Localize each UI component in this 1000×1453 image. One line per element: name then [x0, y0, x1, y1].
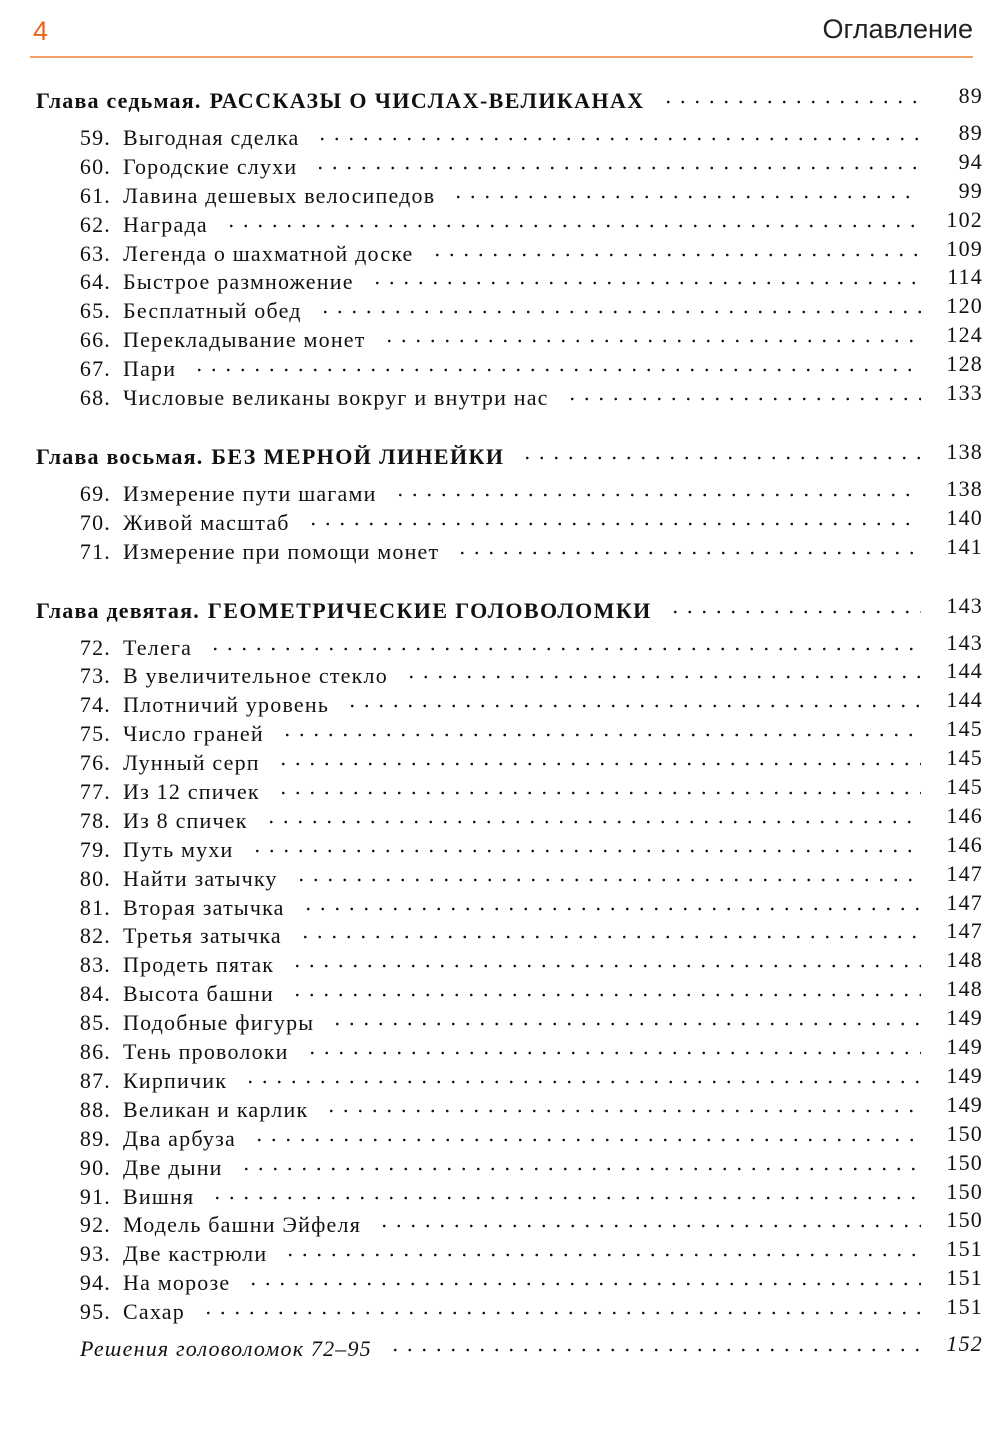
dot-leader	[210, 1196, 921, 1200]
entry-page-number: 147	[946, 860, 983, 886]
toc-entry[interactable]	[36, 120, 983, 153]
dot-leader	[306, 522, 921, 526]
dot-leader	[305, 1051, 921, 1055]
entry-number: 59.	[79, 125, 111, 150]
entry-page-number: 149	[946, 1034, 983, 1060]
dot-leader	[661, 100, 921, 104]
page-number: 4	[33, 16, 49, 46]
dot-leader	[388, 1348, 921, 1352]
toc-entry[interactable]	[36, 293, 983, 326]
table-of-contents	[36, 84, 983, 1364]
entry-number: 70.	[79, 509, 111, 535]
entry-title: Две кастрюли	[123, 1241, 268, 1267]
chapter-label: Глава восьмая.	[36, 443, 204, 469]
entry-title: Сахар	[123, 1299, 185, 1325]
toc-entry[interactable]	[36, 206, 983, 240]
solutions-title: Решения головоломок 72–95	[80, 1335, 372, 1361]
toc-entry[interactable]	[36, 264, 983, 297]
toc-entry[interactable]	[36, 1207, 983, 1240]
toc-entry[interactable]	[36, 687, 983, 720]
entry-number: 80.	[79, 865, 111, 891]
dot-leader	[298, 935, 921, 939]
entry-page-number: 133	[946, 380, 983, 406]
entry-number: 92.	[79, 1212, 111, 1238]
dot-leader	[280, 733, 921, 737]
entry-number: 60.	[79, 153, 111, 179]
dot-leader	[455, 551, 921, 555]
entry-title: Из 12 спичек	[123, 779, 260, 805]
entry-page-number: 141	[946, 533, 983, 559]
dot-leader	[345, 704, 921, 708]
entry-number: 87.	[79, 1067, 111, 1093]
entry-title: Третья затычка	[123, 923, 282, 949]
entry-number: 82.	[79, 923, 111, 949]
entry-number: 64.	[79, 269, 111, 295]
entry-page-number: 114	[947, 264, 983, 290]
entry-page-number: 109	[946, 235, 983, 261]
entry-page-number: 144	[946, 658, 983, 684]
entry-number: 83.	[79, 952, 111, 978]
entry-title: Модель башни Эйфеля	[123, 1212, 362, 1238]
entry-page-number: 94	[958, 148, 983, 174]
toc-entry[interactable]	[36, 475, 983, 509]
entry-number: 69.	[79, 480, 111, 506]
entry-page-number: 149	[946, 1062, 983, 1088]
entry-number: 68.	[79, 385, 111, 411]
dot-leader	[192, 368, 921, 372]
entry-number: 91.	[79, 1183, 111, 1209]
entry-number: 75.	[79, 721, 111, 747]
entry-title: В увеличительное стекло	[123, 663, 388, 689]
entry-page-number: 147	[946, 918, 983, 944]
entry-title: Тень проволоки	[123, 1039, 289, 1065]
toc-entry[interactable]	[36, 1265, 983, 1298]
entry-title: Лавина дешевых велосипедов	[123, 182, 436, 208]
entry-page-number: 89	[958, 120, 983, 145]
entry-number: 79.	[79, 836, 111, 862]
dot-leader	[324, 1109, 921, 1113]
dot-leader	[294, 878, 921, 882]
entry-number: 71.	[79, 538, 111, 564]
dot-leader	[668, 610, 921, 614]
entry-page-number: 150	[946, 1207, 983, 1233]
entry-page-number: 151	[946, 1294, 983, 1320]
dot-leader	[276, 791, 921, 795]
dot-leader	[565, 397, 921, 401]
entry-page-number: 144	[946, 687, 983, 713]
entry-number: 81.	[79, 894, 111, 920]
toc-entry[interactable]	[36, 148, 983, 182]
entry-title: Из 8 спичек	[123, 807, 248, 833]
entry-number: 93.	[79, 1241, 111, 1267]
entry-page-number: 151	[946, 1265, 983, 1291]
entry-title: Найти затычку	[123, 865, 278, 891]
entry-title: Подобные фигуры	[123, 1010, 315, 1036]
toc-entry[interactable]	[36, 504, 983, 538]
dot-leader	[318, 310, 921, 314]
toc-entry[interactable]	[36, 1294, 983, 1327]
dot-leader	[301, 907, 921, 911]
dot-leader	[208, 647, 921, 651]
entry-number: 67.	[79, 356, 111, 382]
entry-number: 89.	[79, 1125, 111, 1151]
chapter-heading[interactable]	[36, 84, 983, 118]
entry-title: Награда	[123, 211, 208, 237]
entry-page-number: 146	[946, 831, 983, 857]
toc-entry[interactable]	[36, 745, 983, 778]
entry-number: 65.	[79, 298, 111, 324]
entry-number: 66.	[79, 327, 111, 353]
dot-leader	[246, 1282, 921, 1286]
toc-entry[interactable]	[36, 629, 983, 663]
chapter-section	[36, 84, 983, 413]
entry-number: 74.	[79, 692, 111, 718]
entry-page-number: 149	[946, 1091, 983, 1117]
toc-entry[interactable]	[36, 918, 983, 951]
toc-entry[interactable]	[36, 947, 983, 980]
entry-title: Перекладывание монет	[123, 327, 366, 353]
entry-number: 94.	[79, 1270, 111, 1296]
entry-page-number: 145	[946, 716, 983, 742]
toc-entry[interactable]	[36, 802, 983, 836]
entry-page-number: 138	[946, 475, 983, 501]
toc-entry[interactable]	[36, 1034, 983, 1067]
toc-entry[interactable]	[36, 889, 983, 923]
dot-leader	[224, 224, 921, 228]
chapter-title: БЕЗ МЕРНОЙ ЛИНЕЙКИ	[211, 443, 505, 469]
entry-title: Телега	[123, 634, 193, 660]
dot-leader	[330, 1022, 921, 1026]
dot-leader	[290, 964, 921, 968]
entry-number: 90.	[79, 1154, 111, 1180]
entry-number: 72.	[79, 634, 111, 660]
entry-page-number: 151	[946, 1236, 983, 1262]
entry-title: Легенда о шахматной доске	[123, 240, 414, 266]
dot-leader	[201, 1311, 921, 1315]
entry-number: 62.	[79, 211, 111, 237]
toc-entry[interactable]	[36, 1062, 983, 1096]
entry-title: Пари	[123, 356, 177, 382]
chapter-page-number: 143	[946, 592, 983, 618]
entry-title: Великан и карлик	[123, 1096, 309, 1122]
dot-leader	[404, 675, 921, 679]
chapter-page-number: 89	[958, 83, 983, 108]
chapter-section	[36, 594, 983, 1327]
toc-entry[interactable]	[36, 1149, 983, 1183]
entry-page-number: 128	[946, 351, 983, 377]
dot-leader	[276, 762, 921, 766]
entry-title: На морозе	[123, 1270, 231, 1296]
toc-entry[interactable]	[36, 322, 983, 355]
toc-entry[interactable]	[36, 716, 983, 749]
dot-leader	[430, 253, 921, 257]
entry-title: Быстрое размножение	[123, 269, 354, 295]
entry-page-number: 143	[946, 629, 983, 655]
toc-entry[interactable]	[36, 380, 983, 413]
entry-page-number: 102	[946, 206, 983, 232]
dot-leader	[264, 820, 921, 824]
entry-page-number: 147	[946, 889, 983, 915]
entry-page-number: 150	[946, 1120, 983, 1146]
chapter-label: Глава седьмая.	[36, 88, 202, 113]
dot-leader	[243, 1080, 921, 1084]
entry-number: 86.	[79, 1039, 111, 1065]
entry-title: Число граней	[123, 721, 264, 747]
chapter-heading[interactable]	[36, 440, 983, 474]
entry-page-number: 150	[946, 1178, 983, 1204]
dot-leader	[451, 195, 921, 199]
entry-title: Городские слухи	[123, 153, 298, 179]
chapter-title: ГЕОМЕТРИЧЕСКИЕ ГОЛОВОЛОМКИ	[207, 597, 652, 623]
toc-entry[interactable]	[36, 1120, 983, 1154]
dot-leader	[290, 993, 921, 997]
entry-page-number: 150	[946, 1149, 983, 1175]
entry-number: 76.	[79, 750, 111, 776]
dot-leader	[520, 456, 921, 460]
entry-page-number: 124	[946, 322, 983, 348]
toc-entry[interactable]	[36, 658, 983, 691]
entry-page-number: 145	[946, 774, 983, 800]
dot-leader	[393, 493, 921, 497]
chapter-page-number: 138	[946, 438, 983, 464]
entry-title: Путь мухи	[123, 836, 234, 862]
entry-number: 85.	[79, 1010, 111, 1036]
entry-title: Плотничий уровень	[123, 692, 330, 718]
toc-entry[interactable]	[36, 177, 983, 211]
entry-title: Измерение пути шагами	[123, 480, 377, 506]
toc-entry[interactable]	[36, 235, 983, 269]
chapter-title: РАССКАЗЫ О ЧИСЛАХ-ВЕЛИКАНАХ	[209, 88, 645, 113]
entry-title: Кирпичик	[123, 1067, 228, 1093]
dot-leader	[315, 137, 921, 141]
toc-entry[interactable]	[36, 774, 983, 807]
dot-leader	[370, 281, 921, 285]
entry-number: 88.	[79, 1096, 111, 1122]
entry-page-number: 146	[946, 802, 983, 828]
entry-title: Две дыни	[123, 1154, 223, 1180]
entry-page-number: 140	[946, 504, 983, 530]
dot-leader	[382, 339, 921, 343]
toc-entry[interactable]	[36, 533, 983, 567]
entry-title: Бесплатный обед	[123, 298, 302, 324]
entry-page-number: 99	[958, 177, 983, 203]
dot-leader	[377, 1224, 921, 1228]
entry-page-number: 148	[946, 976, 983, 1002]
entry-number: 84.	[79, 981, 111, 1007]
chapter-section	[36, 440, 983, 567]
entry-title: Высота башни	[123, 981, 274, 1007]
entry-title: Продеть пятак	[123, 952, 275, 978]
entry-title: Числовые великаны вокруг и внутри нас	[123, 385, 549, 411]
toc-entry[interactable]	[36, 976, 983, 1009]
toc-entry[interactable]	[36, 1091, 983, 1125]
running-title: Оглавление	[822, 14, 973, 44]
entry-title: Измерение при помощи монет	[123, 538, 440, 564]
toc-entry[interactable]	[36, 1005, 983, 1038]
dot-leader	[252, 1138, 921, 1142]
entry-number: 77.	[79, 779, 111, 805]
entry-number: 73.	[79, 663, 111, 689]
entry-title: Выгодная сделка	[123, 125, 300, 150]
entry-title: Вишня	[123, 1183, 195, 1209]
toc-entry[interactable]	[36, 860, 983, 894]
entry-title: Два арбуза	[123, 1125, 236, 1151]
entry-page-number: 120	[946, 293, 983, 319]
entry-title: Живой масштаб	[123, 509, 290, 535]
toc-entry[interactable]	[36, 1236, 983, 1269]
chapter-label: Глава девятая.	[36, 597, 200, 623]
entry-number: 78.	[79, 807, 111, 833]
solutions-entry[interactable]	[36, 1330, 983, 1364]
dot-leader	[283, 1253, 921, 1257]
entry-title: Лунный серп	[123, 750, 260, 776]
solutions-page-number: 152	[946, 1330, 983, 1356]
entry-number: 95.	[79, 1299, 111, 1325]
page-header	[30, 12, 973, 58]
entry-title: Вторая затычка	[123, 894, 285, 920]
dot-leader	[313, 166, 921, 170]
toc-entry[interactable]	[36, 351, 983, 384]
chapter-heading[interactable]	[36, 594, 983, 628]
entry-page-number: 145	[946, 745, 983, 771]
entry-number: 61.	[79, 182, 111, 208]
entry-number: 63.	[79, 240, 111, 266]
dot-leader	[239, 1167, 921, 1171]
toc-entry[interactable]	[36, 831, 983, 865]
entry-page-number: 148	[946, 947, 983, 973]
toc-entry[interactable]	[36, 1178, 983, 1212]
dot-leader	[250, 849, 921, 853]
entry-page-number: 149	[946, 1005, 983, 1031]
